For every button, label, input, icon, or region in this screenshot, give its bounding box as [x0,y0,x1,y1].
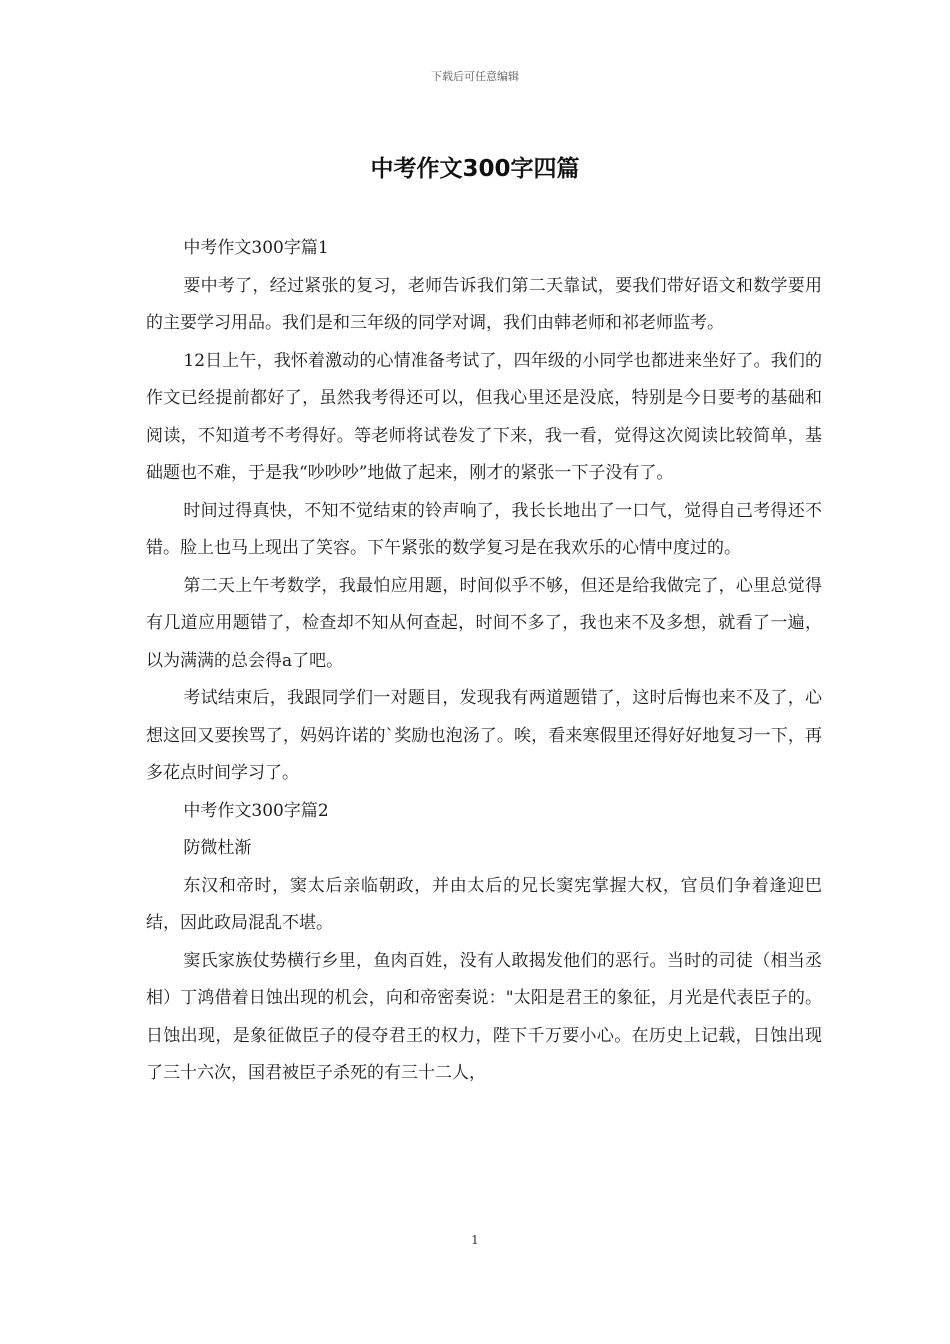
paragraph: 窦氏家族仗势横行乡里，鱼肉百姓，没有人敢揭发他们的恶行。当时的司徒（相当丞相）丁鸿借着日蚀出现的机会，向和帝密奏说："太阳是君王的象征，月光是代表臣子的。日蚀出现，是象征做臣子的侵夺君王的权力，陛下千万要小心。在历史上记载，日蚀出现了三十六次，国君被臣子杀死的有三十二人， [146,950,822,1083]
subsection-title: 防微杜渐 [183,838,252,858]
paragraph: 12日上午，我怀着激动的心情准备考试了，四年级的小同学也都进来坐好了。我们的作文已经提前都好了，虽然我考得还可以，但我心里还是没底，特别是今日要考的基础和阅读，不知道考不考得好。等老师将试卷发了下来，我一看，觉得这次阅读比较简单，基础题也不难，于是我“吵吵吵”地做了起来，刚才的紧张一下子没有了。 [146,350,822,483]
paragraph: 第二天上午考数学，我最怕应用题，时间似乎不够，但还是给我做完了，心里总觉得有几道应用题错了，检查却不知从何查起，时间不多了，我也来不及多想，就看了一遍，以为满满的总会得a了吧。 [146,575,822,671]
page-number: 1 [471,1233,479,1247]
paragraph: 东汉和帝时，窦太后亲临朝政，并由太后的兄长窦宪掌握大权，官员们争着逢迎巴结，因此政局混乱不堪。 [146,875,822,933]
document-title: 中考作文300字四篇 [370,156,580,182]
header-note: 下载后可任意编辑 [431,70,519,83]
paragraph: 时间过得真快，不知不觉结束的铃声响了，我长长地出了一口气，觉得自己考得还不错。脸上也马上现出了笑容。下午紧张的数学复习是在我欢乐的心情中度过的。 [146,500,822,558]
paragraph: 考试结束后，我跟同学们一对题目，发现我有两道题错了，这时后悔也来不及了，心想这回又要挨骂了，妈妈许诺的`奖励也泡汤了。唉，看来寒假里还得好好地复习一下，再多花点时间学习了。 [146,688,822,783]
paragraph: 要中考了，经过紧张的复习，老师告诉我们第二天靠试，要我们带好语文和数学要用的主要学习用品。我们是和三年级的同学对调，我们由韩老师和祁老师监考。 [146,275,822,333]
section-heading-2: 中考作文300字篇2 [183,800,329,821]
section-heading-1: 中考作文300字篇1 [183,238,329,258]
document-body [146,230,822,1093]
